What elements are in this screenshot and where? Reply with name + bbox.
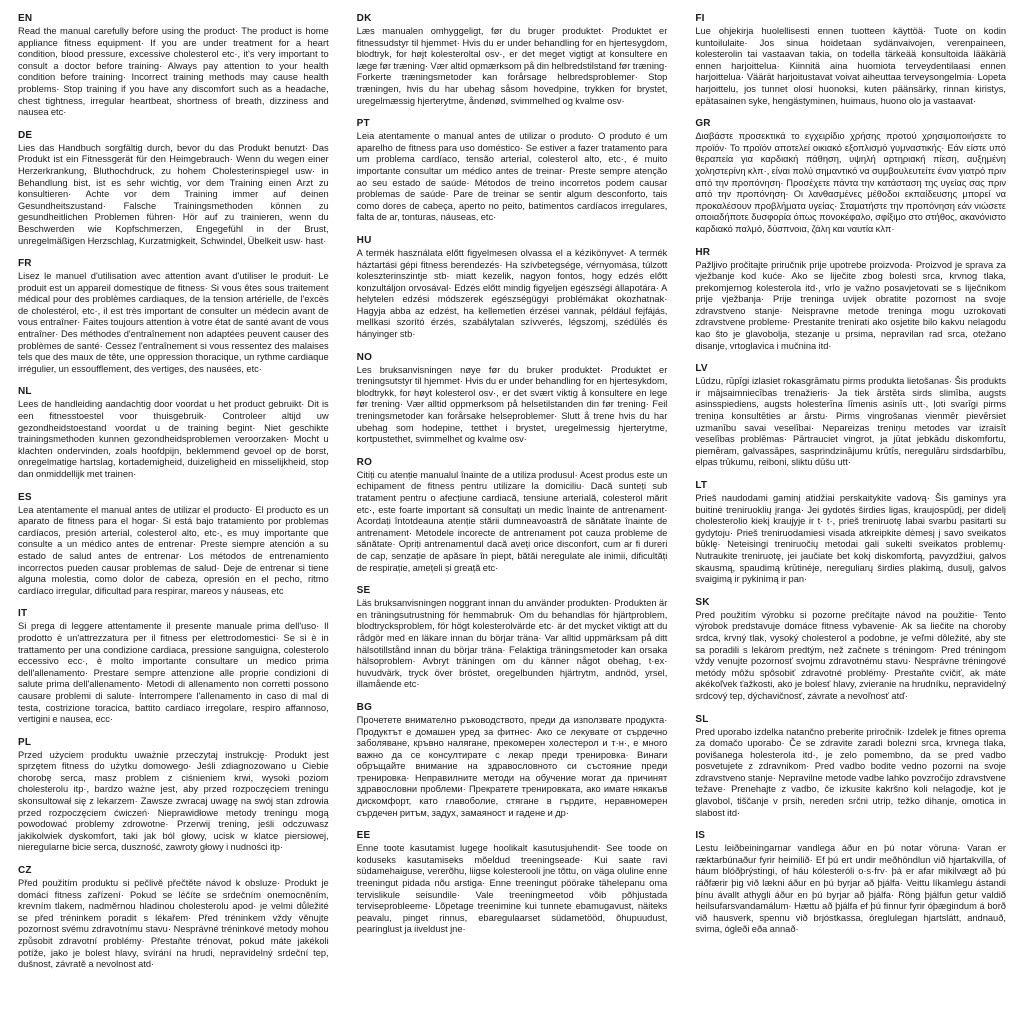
language-code: HU bbox=[356, 234, 372, 246]
language-section-lv bbox=[695, 363, 1006, 469]
language-section-de bbox=[18, 130, 329, 247]
language-section-bg bbox=[357, 702, 668, 819]
language-text: Lisez le manuel d'utilisation avec attention avant d'utiliser le produit· Le produit est un appareil domestique de fitness· Si vous êtes sous traitement médical pour des problèmes cardiaques, de la tension artérielle, de l'excès de cholestérol, etc·, il est très important de consulter un médecin avant de vous entraîner· Faites toujours attention à votre état de santé avant de vous entraîner· Des méthodes d'entraînement non adaptées peuvent causer des problèmes de santé· Cessez l'entraînement si vous ressentez des malaises tels que des maux de tête, une oppression thoracique, un rythme cardiaque irrégulier, un essoufflement, des vertiges, des nausées, etc· bbox=[18, 271, 329, 374]
language-code: NL bbox=[18, 386, 32, 398]
language-text: Pred uporabo izdelka natančno preberite priročnik· Izdelek je fitnes oprema za domačo uporabo· Če se zdravite zaradi bolezni srca, krvnega tlaka, povišanega holesterola itd·, je zelo pomembno, da se pred vadbo posvetujete z zdravnikom· Pred vadbo bodite vedno pozorni na svoje zdravstveno stanje· Nepravilne metode vadbe lahko povzročijo zdravstvene težave· Prenehajte z vadbo, če izkusite kakršno koli nelagodje, kot je glavobol, tiščanje v prsih, nereden srčni utrip, težko dihanje, omotica in slabost itd· bbox=[695, 726, 1006, 818]
language-text: Lees de handleiding aandachtig door voordat u het product gebruikt· Dit is een fitnesstoestel voor thuisgebruik· Controleer altijd uw gezondheidstoestand voordat u de training begint· Niet geschikte trainingsmethoden kunnen gezondheidsproblemen veroorzaken· Mocht u klachten ondervinden, zoals hoofdpijn, beklemmend gevoel op de borst, onregelmatige hartslag, kortademigheid, duizeligheid en misselijkheid, stop dan onmiddellijk met trainen· bbox=[18, 399, 329, 479]
language-code: EN bbox=[18, 13, 33, 24]
language-code: CZ bbox=[18, 865, 32, 877]
language-text: Si prega di leggere attentamente il presente manuale prima dell'uso· Il prodotto è un'attrezzatura per il fitness per elettrodomestici· Se si è in trattamento per una condizione cardiaca, pressione sanguigna, colesterolo eccessivo ecc·, è molto importante consultare un medico prima dell'allenamento· Prestare sempre attenzione alle proprie condizioni di salute prima dell'allenamento· Metodi di allenamento non corretti possono causare problemi di salute· Interrompere l'allenamento in caso di mal di testa, costrizione toracica, battito cardiaco irregolare, respiro affannoso, vertigini e nausea, ecc· bbox=[18, 621, 329, 725]
language-code: HR bbox=[695, 246, 711, 258]
language-section-fi bbox=[695, 13, 1006, 107]
language-text: Lies das Handbuch sorgfältig durch, bevor du das Produkt benutzt· Das Produkt ist ein Fitnessgerät für den Heimgebrauch· Wenn du wegen einer Herzerkrankung, Bluthochdruck, zu hohem Cholesterinspiegel usw· in Behandlung bist, ist es sehr wichtig, vor dem Training einen Arzt zu konsultieren· Achte vor dem Training immer auf deinen Gesundheitszustand· Falsche Trainingsmethoden können zu gesundheitlichen Problemen führen· Hör auf zu trainieren, wenn du Beschwerden wie Kopfschmerzen, Engegefühl in der Brust, unregelmäßigen Herzschlag, Kurzatmigkeit, Schwindel, Übelkeit usw· hast· bbox=[18, 142, 329, 246]
language-section-en bbox=[18, 13, 329, 119]
language-section-pl bbox=[18, 737, 329, 854]
language-code: IS bbox=[695, 830, 706, 842]
language-section-se bbox=[357, 585, 668, 691]
language-code: SE bbox=[356, 585, 371, 597]
language-code: ES bbox=[18, 491, 32, 503]
language-text: Citiți cu atenție manualul înainte de a utiliza produsul· Acest produs este un echipament de fitness pentru utilizare la domiciliu· Dacă sunteți sub tratament pentru o afecțiune cardiacă, tensiune arterială, colesterol mărit etc·, este foarte important să consultați un medic înainte de antrenament· Acordați întotdeauna atenție stării dumneavoastră de sănătate înainte de antrenament· Metodele incorecte de antrenament pot cauza probleme de sănătate· Opriți antrenamentul dacă aveți orice disconfort, cum ar fi dureri de cap, senzație de apăsare în piept, bătăi neregulate ale inimii, dificultăți de respirație, amețeli și greață etc· bbox=[356, 469, 668, 573]
language-section-ro bbox=[357, 457, 668, 574]
language-section-dk bbox=[357, 13, 668, 107]
language-section-sl bbox=[695, 714, 1006, 820]
language-section-gr bbox=[695, 118, 1006, 235]
language-text: Lea atentamente el manual antes de utilizar el producto· El producto es un aparato de fitness para el hogar· Si está bajo tratamiento por problemas cardíacos, presión arterial, colesterol alto, etc·, es muy importante que consulte a un médico antes de entrenar· Preste siempre atención a su estado de salud antes de entrenar· Los métodos de entrenamiento incorrectos pueden causar problemas de salud· Deje de entrenar si tiene alguna molestia, como dolor de cabeza, opresión en el pecho, ritmo cardíaco irregular, dificultad para respirar, mareos y náuseas, etc bbox=[18, 504, 329, 596]
language-code: SK bbox=[695, 596, 710, 608]
language-code: SL bbox=[695, 713, 709, 725]
language-section-is bbox=[695, 830, 1006, 936]
language-code: IT bbox=[18, 608, 28, 620]
language-section-no bbox=[357, 352, 668, 446]
language-code: FR bbox=[18, 258, 32, 270]
language-text: Les bruksanvisningen nøye før du bruker produktet· Produktet er treningsutstyr til hjemmet· Hvis du er under behandling for en hjertesykdom, blodtrykk, for høyt kolesterol osv·, er det svært viktig å konsultere en lege før trening· Vær alltid oppmerksom på helsetilstanden din før trening· Feil treningsmetoder kan forårsake helseproblemer· Slutt å trene hvis du har ubehag som hodepine, tetthet i brystet, uregelmessig hjerterytme, kortpustethet, svimmelhet og kvalme osv· bbox=[356, 364, 668, 445]
language-code: DK bbox=[356, 13, 372, 24]
language-text: Διαβάστε προσεκτικά το εγχειρίδιο χρήσης προτού χρησιμοποιήσετε το προϊόν· Το προϊόν αποτελεί οικιακό εξοπλισμό γυμναστικής· Εάν είστε υπό θεραπεία για καρδιακή πάθηση, υψηλή αρτηριακή πίεση, αυξημένη χοληστερίνη κλπ·, είναι πολύ σημαντικό να συμβουλευτείτε έναν γιατρό πριν από την προπόνηση· Προσέχετε πάντα την κατάσταση της υγείας σας πριν από την προπόνηση· Οι λανθασμένες μέθοδοι εκπαίδευσης μπορεί να προκαλέσουν προβλήματα υγείας· Σταματήστε την προπόνηση εάν νιώσετε οποιαδήποτε δυσφορία όπως πονοκέφαλο, σφίξιμο στο στήθος, ακανόνιστο καρδιακό παλμό, δύσπνοια, ζάλη και ναυτία κλπ· bbox=[695, 131, 1006, 234]
language-code: RO bbox=[356, 456, 373, 468]
language-section-it bbox=[18, 608, 329, 725]
language-section-lt bbox=[695, 480, 1006, 586]
language-code: PL bbox=[18, 736, 32, 748]
language-code: FI bbox=[695, 13, 705, 24]
language-code: NO bbox=[356, 351, 373, 363]
language-code: DE bbox=[18, 129, 33, 141]
language-code: PT bbox=[356, 118, 370, 130]
language-code: EE bbox=[356, 830, 371, 842]
language-text: Prieš naudodami gaminį atidžiai perskaitykite vadovą· Šis gaminys yra buitinė treniruoklių įranga· Jei gydotės širdies ligas, kraujospūdį, per didelį cholesterolio kiekį kraujyje ir t· t·, prieš treniruotę labai svarbu pasitarti su gydytoju· Prieš treniruodamiesi visada atkreipkite dėmesį į savo sveikatos būklę· Neteisingi treniruočių metodai gali sukelti sveikatos problemų· Nutraukite treniruotę, jei jaučiate bet kokį diskomfortą, pavyzdžiui, galvos skausmą, spaudimą krūtinėje, nereguliarų širdies plakimą, dusulį, galvos svaigimą ir pykinimą ir pan· bbox=[695, 493, 1006, 585]
language-text: Pred použitím výrobku si pozorne prečítajte návod na použitie· Tento výrobok predstavuje domáce fitness vybavenie· Ak sa liečite na choroby srdca, krvný tlak, vysoký cholesterol a podobne, je veľmi dôležité, aby ste sa poradili s lekárom predtým, než začnete s tréningom· Pred tréningom vždy venujte pozornosť svojmu zdravotnému stavu· Nesprávne tréningové metódy môžu spôsobiť zdravotné problémy· Prestaňte cvičiť, ak máte akékoľvek ťažkosti, ako je bolesť hlavy, zvieranie na hrudníku, nepravidelný srdcový tep, dýchavičnosť, závrate a nevoľnosť atď· bbox=[695, 609, 1006, 701]
language-text: Прочетете внимателно ръководството, преди да използвате продукта· Продуктът е домашен уред за фитнес· Ако се лекувате от сърдечно заболяване, кръвно налягане, прекомерен холестерол и т·н·, е много важно да се консултирате с лекар преди тренировка· Винаги обръщайте внимание на здравословното си състояние преди тренировка· Неправилните методи на обучение могат да причинят здравословни проблеми· Прекратете тренировката, ако имате някакъв дискомфорт, като главоболие, стягане в гърдите, неравномерен сърдечен ритъм, задух, замаяност и гадене и др· bbox=[356, 714, 668, 818]
language-text: Před použitím produktu si pečlivě přečtěte návod k obsluze· Produkt je domácí fitness zařízení· Pokud se léčíte se srdečním onemocněním, krevním tlakem, nadměrnou hladinou cholesterolu apod· je velmi důležité se před tréninkem poradit s lékařem· Před tréninkem vždy věnujte pozornost svému zdravotnímu stavu· Nesprávné tréninkové metody mohou způsobit zdravotní problémy· Přestaňte trénovat, pokud máte jakékoli potíže, jako je bolest hlavy, svírání na hrudi, nepravidelný srdeční tep, dušnost, závratě a nevolnost atd· bbox=[18, 878, 329, 970]
language-text: Enne toote kasutamist lugege hoolikalt kasutusjuhendit· See toode on koduseks kasutamiseks mõeldud treeningseade· Kui saate ravi südamehaiguse, vererõhu, liigse kolesterooli jne tõttu, on väga oluline enne treeningut pidada nõu arstiga· Enne treeningut pöörake tähelepanu oma tervislikule seisundile· Vale treeningmeetod võib põhjustada terviseprobleeme· Lõpetage treenimine kui tunnete ebamugavust, näiteks peavalu, pinget rinnus, ebaregulaarset südametööd, õhupuudust, pearinglust ja iiveldust jne· bbox=[356, 843, 668, 935]
language-text: Przed użyciem produktu uważnie przeczytaj instrukcję· Produkt jest sprzętem fitness do użytku domowego· Jeśli zdiagnozowano u Ciebie chorobę serca, masz problem z ciśnieniem krwi, wysoki poziom cholesterolu itp·, bardzo ważne jest, aby przed rozpoczęciem treningu skonsultował się z lekarzem· Zawsze zwracaj uwagę na swój stan zdrowia przed rozpoczęciem ćwiczeń· Nieprawidłowe metody treningu mogą powodować problemy zdrowotne· Przerwij trening, jeśli odczuwasz jakikolwiek dyskomfort, taki jak ból głowy, ucisk w klatce piersiowej, nieregularne bicie serca, duszność, zawroty głowy i nudności itp· bbox=[18, 749, 329, 853]
language-section-hr bbox=[695, 247, 1006, 353]
language-code: BG bbox=[356, 701, 373, 713]
language-section-sk bbox=[695, 597, 1006, 703]
language-text: Leia atentamente o manual antes de utilizar o produto· O produto é um aparelho de fitness para uso doméstico· Se estiver a fazer tratamento para um problema cardíaco, tensão arterial, colesterol alto, etc·, é muito importante consultar um médico antes de treinar· Preste sempre atenção ao seu estado de saúde· Métodos de treino incorretos podem causar problemas de saúde· Pare de treinar se sentir algum desconforto, tais como dores de cabeça, aperto no peito, batimentos cardíacos irregulares, falta de ar, tonturas, náuseas, etc· bbox=[356, 131, 668, 223]
language-text: Lue ohjekirja huolellisesti ennen tuotteen käyttöä· Tuote on kodin kuntoilulaite· Jos sinua hoidetaan sydänvaivojen, verenpaineen, kolesterolin tai vastaavan takia, on todella tärkeää konsultoida lääkäriä ennen harjoittelua· Kiinnitä aina huomiota terveydentilaasi ennen harjoittelua· Väärät harjoitustavat voivat aiheuttaa terveysongelmia· Lopeta harjoittelu, jos tunnet olosi huonoksi, kuten päänsärky, rinnan kiristys, epätasainen syke, hengästyminen, huimaus, huono olo ja vastaavat· bbox=[695, 26, 1006, 106]
language-section-nl bbox=[18, 386, 329, 480]
language-text: Læs manualen omhyggeligt, før du bruger produktet· Produktet er fitnessudstyr til hjemmet· Hvis du er under behandling for en hjertesygdom, blodtryk, for højt kolesteroltal osv·, er det meget vigtigt at konsultere en læge før træning· Vær altid opmærksom på din helbredstilstand før træning· Forkerte træningsmetoder kan forårsage helbredsproblemer· Stop træningen, hvis du har ubehag såsom hovedpine, trykken for brystet, uregelmæssig hjerterytme, åndenød, svimmelhed og kvalme osv· bbox=[356, 26, 668, 106]
language-text: A termék használata előtt figyelmesen olvassa el a kézikönyvet· A termék háztartási gépi fitness berendezés· Ha szívbetegsége, vérnyomása, túlzott koleszterinszintje stb· miatt kezelik, nagyon fontos, hogy edzés előtt konzultáljon orvosával· Edzés előtt mindig figyeljen egészségi állapotára· A helytelen edzési módszerek egészségügyi problémákat okozhatnak· Hagyja abba az edzést, ha kellemetlen érzései vannak, például fejfájás, mellkasi szorító érzés, szabálytalan szívverés, légszomj, szédülés és hányinger stb· bbox=[356, 247, 668, 340]
language-section-es bbox=[18, 492, 329, 598]
language-section-hu bbox=[357, 235, 668, 341]
language-section-fr bbox=[18, 258, 329, 375]
language-code: LV bbox=[695, 363, 708, 375]
manual-column-middle bbox=[357, 13, 668, 1014]
language-text: Läs bruksanvisningen noggrant innan du använder produkten· Produkten är en träningsutrustning för hemmabruk· Om du behandlas för hjärtproblem, blodtrycksproblem, för högt kolesterolvärde etc· är det mycket viktigt att du rådgör med en läkare innan du börjar träna· Var alltid uppmärksam på ditt hälsotillstånd innan du börjar träna· Felaktiga träningsmetoder kan orsaka hälsoproblem· Avbryt träningen om du känner något obehag, t·ex· huvudvärk, tryck över bröstet, oregelbunden hjärtrytm, andnöd, yrsel, illamående etc· bbox=[356, 598, 668, 690]
manual-column-left bbox=[18, 13, 329, 1014]
language-section-pt bbox=[357, 118, 668, 224]
language-code: GR bbox=[695, 118, 711, 130]
manual-column-right bbox=[695, 13, 1006, 1014]
language-text: Read the manual carefully before using the product· The product is home appliance fitness equipment· If you are under treatment for a heart condition, blood pressure, excessive cholesterol etc·, it's very important to consult a doctor before training· Always pay attention to your health condition before training· Incorrect training methods may cause health problems· Stop training if you have any discomfort such as a headache, chest tightness, irregular heartbeat, shortness of breath, dizziness and nausea etc· bbox=[18, 26, 329, 118]
language-code: LT bbox=[695, 480, 708, 491]
language-section-cz bbox=[18, 865, 329, 971]
language-section-ee bbox=[357, 830, 668, 936]
language-text: Pažljivo pročitajte priručnik prije upotrebe proizvoda· Proizvod je sprava za vježbanje kod kuće· Ako se liječite zbog bolesti srca, krvnog tlaka, prekomjernog kolesterola itd·, vrlo je važno posavjetovati se s liječnikom prije vježbanja· Prije treninga uvijek obratite pozornost na svoje zdravstveno stanje· Neispravne metode treninga mogu uzrokovati zdravstvene probleme· Prestanite trenirati ako osjetite bilo kakvu nelagodu kao što je glavobolja, stezanje u prsima, nepravilan rad srca, otežano disanje, vrtoglavica i mučnina itd· bbox=[695, 259, 1006, 351]
language-text: Lestu leiðbeiningarnar vandlega áður en þú notar vöruna· Varan er ræktarbúnaður fyrir heimilið· Ef þú ert undir meðhöndlun við hjartakvilla, of háum blóðþrýstingi, of háu kólesteróli o·s·frv· þá er afar mikilvægt að þú ráðfærir þig við lækni áður en þú byrjar að þjálfa· Veittu líkamlegu ástandi þínu ávallt athygli áður en þú byrjar að þjálfa· Röng þjálfun getur valdið heilsufarsvandamálum· Hættu að þjálfa ef þú finnur fyrir óþægindum á borð við hausverk, spennu við brjóstkassa, óreglulegan hjartslátt, andnauð, svima, ógleði eða annað· bbox=[695, 843, 1006, 935]
language-text: Lūdzu, rūpīgi izlasiet rokasgrāmatu pirms produkta lietošanas· Šis produkts ir mājsaimniecības trenažieris· Ja tiek ārstēta sirds slimība, augsts asinsspiediens, augsts holesterīna līmenis asinīs utt·, ļoti svarīgi pirms treniņa konsultēties ar ārstu· Pirms vingrošanas vienmēr pievērsiet uzmanību savai veselībai· Nepareizas treniņu metodes var izraisīt veselības problēmas· Pārtrauciet vingrot, ja jūtat jebkādu diskomfortu, piemēram, galvassāpes, sasprindzinājumu krūtīs, neregulāru sirdsdarbību, elpas trūkumu, reiboni, sliktu dūšu utt· bbox=[695, 376, 1006, 468]
